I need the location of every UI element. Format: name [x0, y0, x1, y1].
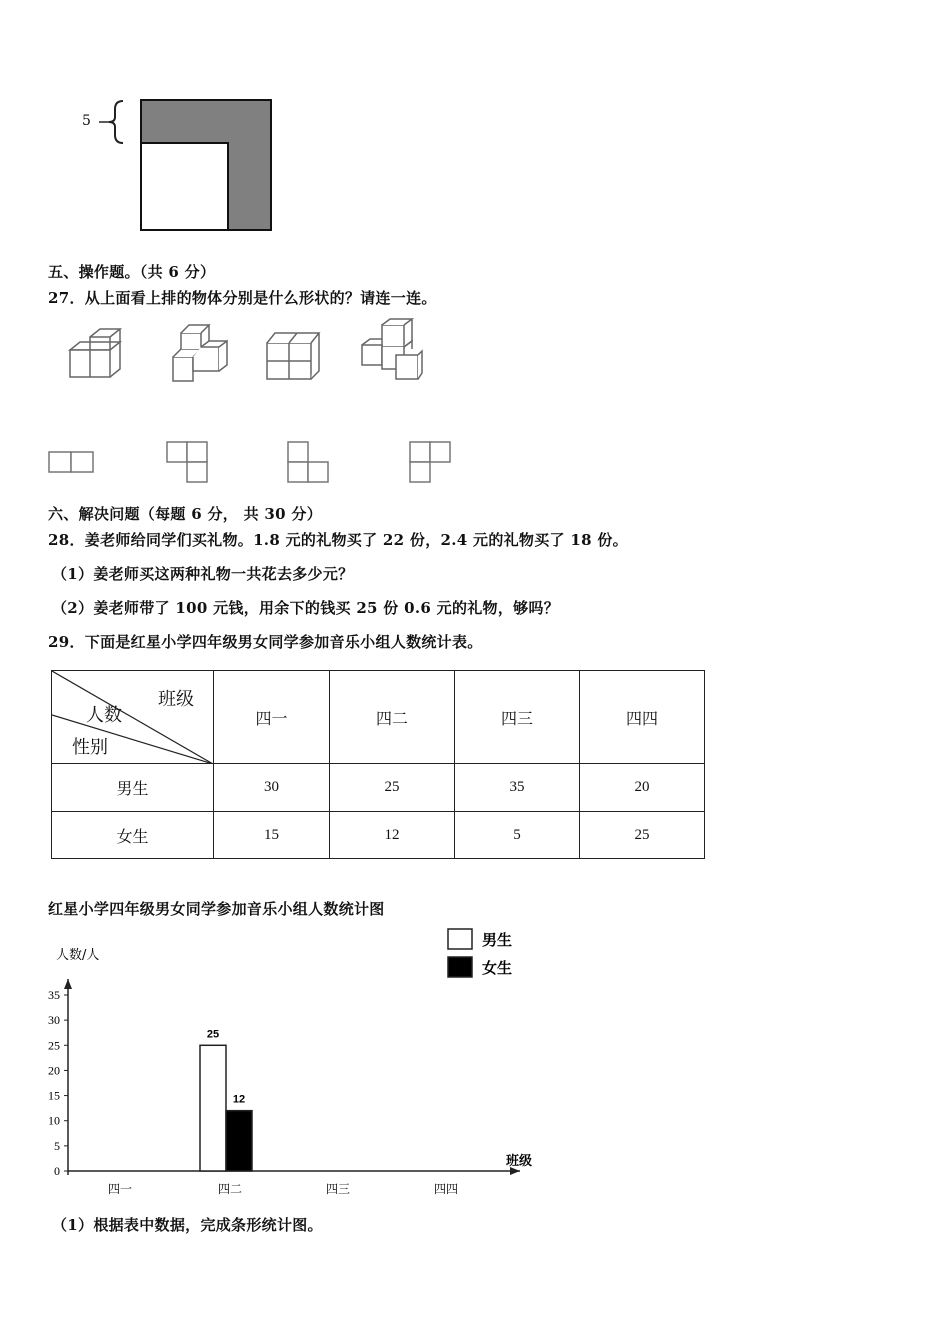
bar-chart-svg: [40, 925, 560, 1205]
top-view-shapes-row: [45, 438, 465, 488]
table-corner-cell: [52, 671, 214, 764]
table-cell: 25: [580, 812, 705, 859]
top-view-2-icon: [167, 442, 207, 482]
table-cell: 12: [330, 812, 455, 859]
table-cell: 20: [580, 764, 705, 812]
q29-text: 29．下面是红星小学四年级男女同学参加音乐小组人数统计表。: [48, 633, 483, 651]
bar-data-label: 12: [232, 1093, 246, 1106]
bar-女生: [226, 1111, 252, 1171]
legend-label: 男生: [482, 931, 513, 949]
q28-sub1: （1）姜老师买这两种礼物一共花去多少元？: [52, 565, 354, 583]
y-tick-label: 5: [54, 1138, 60, 1153]
top-view-4-icon: [410, 442, 450, 482]
y-tick-label: 25: [48, 1038, 60, 1053]
music-group-table: [51, 670, 705, 859]
corner-top-label: 班级: [158, 689, 194, 710]
cube-object-3-icon: [267, 333, 319, 379]
cube-object-2-icon: [173, 325, 227, 381]
legend-swatch: [448, 929, 472, 949]
figure-dimension-label: 5: [82, 113, 91, 129]
table-row: [52, 812, 705, 859]
square-figure: [95, 95, 280, 235]
table-row: [52, 764, 705, 812]
y-axis-arrow: [64, 979, 72, 989]
table-cell: 15: [214, 812, 330, 859]
y-axis-label: 人数/人: [56, 948, 100, 963]
inner-white-square: [141, 143, 228, 230]
x-axis-label: 班级: [506, 1154, 533, 1169]
table-cell: 5: [455, 812, 580, 859]
x-tick-label: 四二: [217, 1182, 243, 1196]
table-cell: 25: [330, 764, 455, 812]
table-cell: 30: [214, 764, 330, 812]
y-tick-label: 0: [54, 1164, 60, 1178]
y-tick-label: 10: [48, 1113, 60, 1128]
section6-title: 六、解决问题（每题 6 分， 共 30 分）: [48, 505, 323, 523]
y-tick-label: 15: [48, 1088, 60, 1103]
brace-icon: [109, 101, 123, 143]
corner-bottom-label: 性别: [72, 737, 108, 758]
section5-title: 五、操作题。（共 6 分）: [48, 263, 216, 281]
q28-sub2: （2）姜老师带了 100 元钱，用余下的钱买 25 份 0.6 元的礼物，够吗？: [52, 599, 560, 617]
x-tick-label: 四一: [107, 1182, 133, 1196]
cube-object-1-icon: [70, 329, 120, 377]
row-label: 男生: [52, 764, 214, 812]
column-header: 四一: [214, 671, 330, 764]
q27-text: 27．从上面看上排的物体分别是什么形状的？请连一连。: [48, 289, 437, 307]
top-view-1-icon: [49, 452, 93, 472]
table-cell: 35: [455, 764, 580, 812]
row-label: 女生: [52, 812, 214, 859]
legend-label: 女生: [482, 959, 513, 977]
cube-object-4-icon: [362, 319, 422, 379]
cube-objects-row: [60, 315, 440, 395]
bar-chart: [40, 925, 560, 1205]
column-header: 四三: [455, 671, 580, 764]
y-tick-label: 30: [48, 1013, 60, 1028]
y-tick-label: 20: [48, 1063, 60, 1078]
x-tick-label: 四四: [433, 1182, 459, 1196]
bar-data-label: 25: [206, 1028, 220, 1041]
q29-sub1: （1）根据表中数据，完成条形统计图。: [52, 1216, 323, 1234]
bar-男生: [200, 1045, 226, 1171]
legend-swatch: [448, 957, 472, 977]
column-header: 四四: [580, 671, 705, 764]
top-view-3-icon: [288, 442, 328, 482]
column-header: 四二: [330, 671, 455, 764]
corner-middle-label: 人数: [86, 705, 122, 726]
q28-text: 28．姜老师给同学们买礼物。1.8 元的礼物买了 22 份，2.4 元的礼物买了 18 份。: [48, 531, 628, 549]
x-tick-label: 四三: [325, 1182, 351, 1196]
chart-title: 红星小学四年级男女同学参加音乐小组人数统计图: [48, 900, 385, 918]
y-tick-label: 35: [48, 988, 60, 1002]
